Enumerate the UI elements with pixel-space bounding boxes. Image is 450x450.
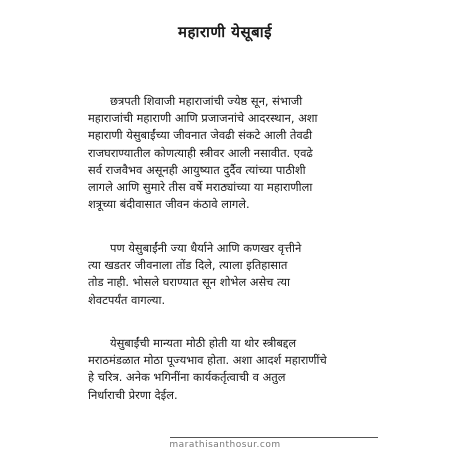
paragraph-line: शत्रूच्या बंदीवासात जीवन कंठावे लागले. <box>88 197 250 212</box>
paragraph-line: राजघराण्यातील कोणत्याही स्त्रीवर आली नसावीत. एवढे <box>88 145 313 160</box>
paragraph-3 <box>88 335 380 404</box>
paragraph-line: पण येसुबाईंनी ज्या धैर्याने आणि कणखर वृत्तीने <box>110 241 302 255</box>
paragraph-line: महाराजांची महाराणी आणि प्रजाजनांचे आदरस्थान, अशा <box>88 111 318 126</box>
body-text <box>88 0 380 450</box>
paragraph-line: त्या खडतर जीवनाला तोंड दिले, त्याला इतिहासात <box>88 258 288 273</box>
paragraph-line: येसुबाईंची मान्यता मोठी होती या थोर स्त्रीबद्दल <box>110 336 297 350</box>
paragraph-2 <box>88 240 380 309</box>
footer-watermark: marathisanthosur.com <box>169 440 281 450</box>
paragraph-line: लागले आणि सुमारे तीस वर्षे मराठ्यांच्या या महाराणीला <box>88 180 313 195</box>
paragraph-line: निर्धाराची प्रेरणा देईल. <box>88 387 178 402</box>
paragraph-line: शेवटपर्यंत वागल्या. <box>88 292 166 307</box>
footer-divider <box>170 437 378 438</box>
paragraph-line: हे चरित्र. अनेक भगिनींना कार्यकर्तृत्वाची व अतुल <box>88 370 286 385</box>
paragraph-line: तोड नाही. भोसले घराण्यात सून शोभेल असेच त्या <box>88 275 290 290</box>
page-title: महाराणी येसूबाई <box>178 23 272 41</box>
paragraph-line: छत्रपती शिवाजी महाराजांची ज्येष्ठ सून, संभाजी <box>110 94 303 108</box>
paragraph-line: महाराणी येसुबाईंच्या जीवनात जेवढी संकटे आली तेवढी <box>88 128 313 143</box>
paragraph-line: मराठमंडळात मोठा पूज्यभाव होता. अशा आदर्श महाराणींचे <box>88 353 327 368</box>
paragraph-1 <box>88 93 380 213</box>
paragraph-line: सर्व राजवैभव असूनही आयुष्यात दुर्दैव त्यांच्या पाठीशी <box>88 162 306 177</box>
